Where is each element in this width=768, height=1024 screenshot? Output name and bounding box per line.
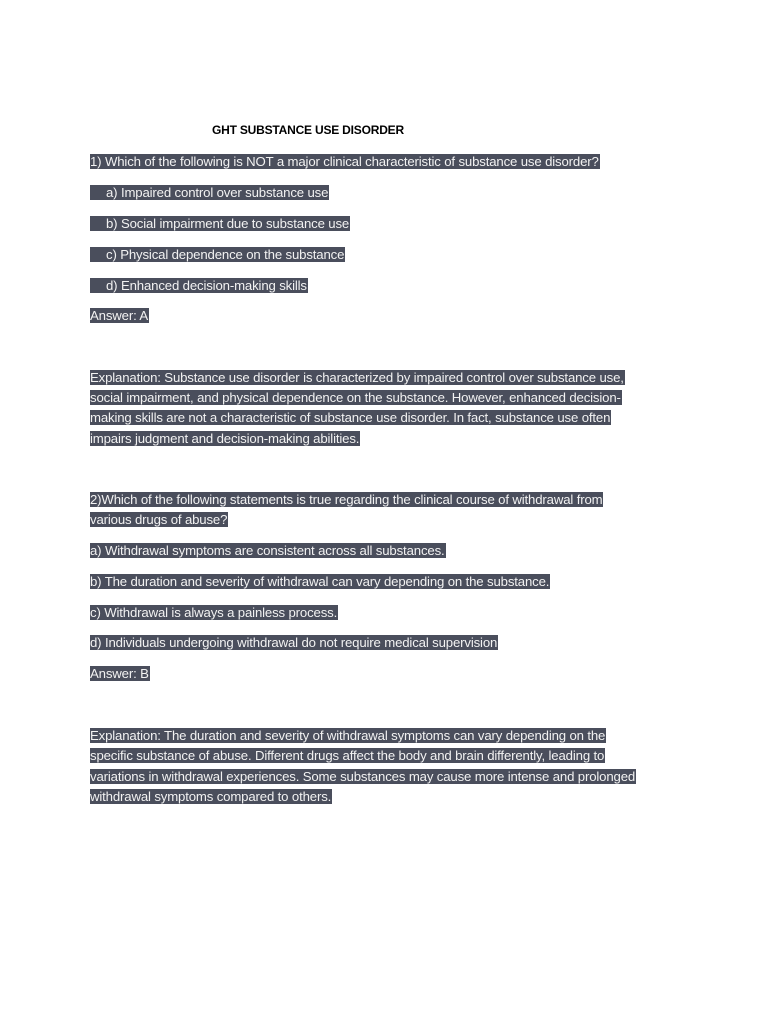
q1-option-b-text: b) Social impairment due to substance use — [90, 216, 350, 231]
q1-explanation-line-2 — [90, 388, 622, 408]
q2-explanation-line-2 — [90, 746, 605, 766]
question-2-line-2 — [90, 510, 228, 530]
q1-option-c-text: c) Physical dependence on the substance — [90, 247, 345, 262]
question-2-line-1 — [90, 490, 603, 510]
q2-explanation-text-1: Explanation: The duration and severity of withdrawal symptoms can vary depending on the — [90, 728, 606, 743]
q2-option-a — [90, 541, 446, 561]
q1-answer — [90, 306, 149, 326]
q2-explanation-line-3 — [90, 767, 636, 787]
q1-option-b — [90, 214, 350, 234]
q2-option-b-text: b) The duration and severity of withdrawal can vary depending on the substance. — [90, 574, 550, 589]
q1-option-a — [90, 183, 329, 203]
page-title: GHT SUBSTANCE USE DISORDER — [212, 123, 404, 137]
q2-option-b — [90, 572, 550, 592]
q2-option-d-text: d) Individuals undergoing withdrawal do not require medical supervision — [90, 635, 498, 650]
q1-option-a-text: a) Impaired control over substance use — [90, 185, 329, 200]
q1-explanation-line-4 — [90, 429, 360, 449]
q2-option-c — [90, 603, 338, 623]
q2-answer-text: Answer: B — [90, 666, 149, 681]
q1-explanation-line-1 — [90, 368, 625, 388]
q1-explanation-text-4: impairs judgment and decision-making abilities. — [90, 431, 360, 446]
q1-explanation-line-3 — [90, 408, 611, 428]
q1-option-c — [90, 245, 345, 265]
q2-explanation-text-3: variations in withdrawal experiences. Some substances may cause more intense and prolonged — [90, 769, 636, 784]
q2-answer — [90, 664, 150, 684]
question-2-text-2: various drugs of abuse? — [90, 512, 228, 527]
q1-answer-text: Answer: A — [90, 308, 149, 323]
question-2-text-1: 2)Which of the following statements is true regarding the clinical course of withdrawal from — [90, 492, 603, 507]
q1-option-d — [90, 276, 308, 296]
q2-explanation-text-2: specific substance of abuse. Different drugs affect the body and brain differently, leading to — [90, 748, 605, 763]
question-1 — [90, 152, 600, 172]
q2-explanation-text-4: withdrawal symptoms compared to others. — [90, 789, 332, 804]
q2-option-a-text: a) Withdrawal symptoms are consistent across all substances. — [90, 543, 445, 558]
q2-option-c-text: c) Withdrawal is always a painless process. — [90, 605, 338, 620]
q1-option-d-text: d) Enhanced decision-making skills — [90, 278, 308, 293]
q1-explanation-text-3: making skills are not a characteristic of substance use disorder. In fact, substance use often — [90, 410, 611, 425]
q1-explanation-text-2: social impairment, and physical dependence on the substance. However, enhanced decision- — [90, 390, 621, 405]
q2-explanation-line-1 — [90, 726, 606, 746]
q2-explanation-line-4 — [90, 787, 332, 807]
q2-option-d — [90, 633, 498, 653]
q1-explanation-text-1: Explanation: Substance use disorder is characterized by impaired control over substance use, — [90, 370, 624, 385]
question-1-text: 1) Which of the following is NOT a major clinical characteristic of substance use disorder? — [90, 154, 599, 169]
